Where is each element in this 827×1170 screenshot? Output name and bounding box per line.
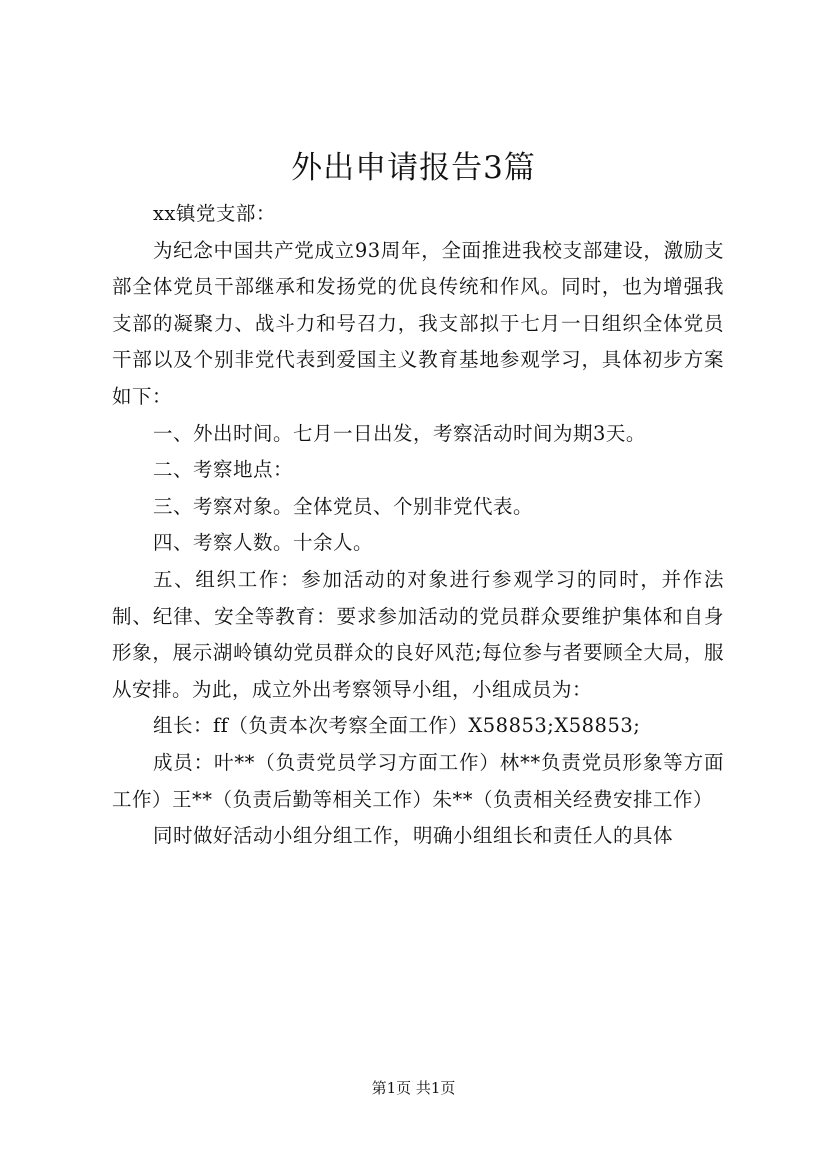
page-footer: 第1页 共1页 — [371, 1079, 456, 1097]
paragraph-count: 四、考察人数。十余人。 — [152, 531, 373, 555]
paragraph-organization: 五、组织工作：参加活动的对象进行参观学习的同时，并作法制、纪律、安全等教育：要求参加活动的党员群众要维护集体和自身形象，展示湖岭镇幼党员群众的良好风范;每位参与者要顾全大局，服从安排。为此，成立外出考察领导小组，小组成员为： — [112, 567, 724, 701]
paragraph-time: 一、外出时间。七月一日出发，考察活动时间为期3天。 — [152, 421, 646, 445]
document-body — [112, 196, 724, 855]
paragraph-leader: 组长：ff（负责本次考察全面工作）X58853;X58853; — [152, 714, 641, 738]
document-title: 外出申请报告3篇 — [291, 150, 536, 186]
paragraph-intro: 为纪念中国共产党成立93周年，全面推进我校支部建设，激励支部全体党员干部继承和发扬党的优良传统和作风。同时，也为增强我支部的凝聚力、战斗力和号召力，我支部拟于七月一日组织全体党员干部以及个别非党代表到爱国主义教育基地参观学习，具体初步方案如下： — [112, 238, 724, 408]
paragraph-target: 三、考察对象。全体党员、个别非党代表。 — [152, 494, 533, 518]
paragraph-grouping: 同时做好活动小组分组工作，明确小组组长和责任人的具体 — [152, 824, 673, 848]
paragraph-members: 成员：叶**（负责党员学习方面工作）林**负责党员形象等方面工作）王**（负责后勤等相关工作）朱**（负责相关经费安排工作） — [112, 750, 724, 811]
paragraph-location: 二、考察地点： — [152, 458, 293, 482]
salutation: xx镇党支部： — [152, 202, 276, 225]
